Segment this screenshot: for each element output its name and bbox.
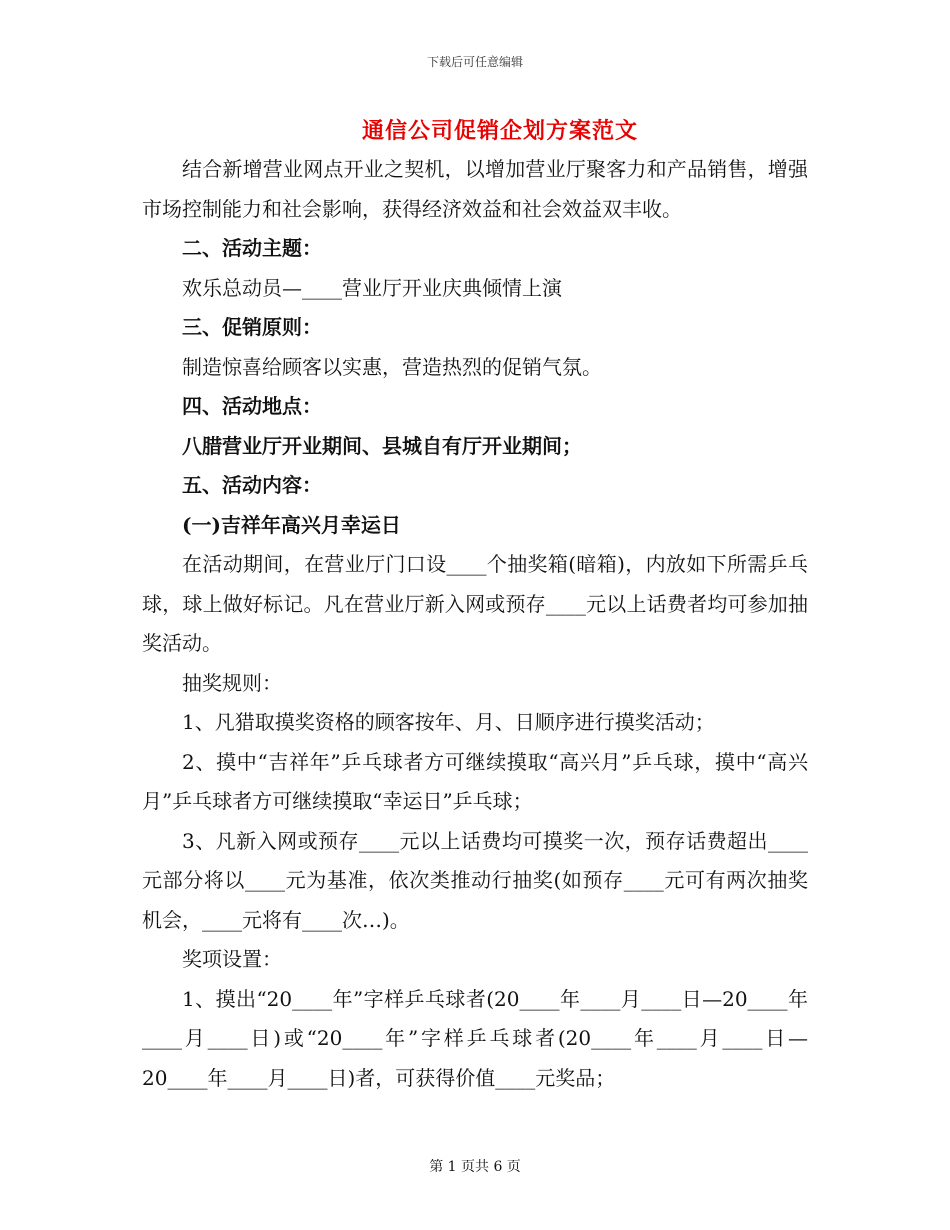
paragraph-lottery-box: 在活动期间，在营业厅门口设____个抽奖箱(暗箱)，内放如下所需乒乓球，球上做好标记。凡在营业厅新入网或预存____元以上话费者均可参加抽奖活动。 bbox=[142, 552, 808, 655]
paragraph-location: 八腊营业厅开业期间、县城自有厅开业期间； bbox=[182, 433, 582, 458]
heading-location: 四、活动地点： bbox=[182, 394, 322, 418]
paragraph-principle: 制造惊喜给顾客以实惠，营造热烈的促销气氛。 bbox=[182, 354, 602, 379]
rule-item-2: 2、摸中“吉祥年”乒乓球者方可继续摸取“高兴月”乒乓球，摸中“高兴月”乒乓球者方可继续摸取“幸运日”乒乓球； bbox=[142, 749, 808, 813]
rule-item-1: 1、凡猎取摸奖资格的顾客按年、月、日顺序进行摸奖活动； bbox=[182, 710, 715, 734]
heading-theme: 二、活动主题： bbox=[182, 236, 322, 260]
subheading-lucky: (一)吉祥年高兴月幸运日 bbox=[182, 512, 401, 537]
paragraph-intro: 结合新增营业网点开业之契机，以增加营业厅聚客力和产品销售，增强市场控制能力和社会影响，获得经济效益和社会效益双丰收。 bbox=[142, 157, 808, 221]
header-note: 下载后可任意编辑 bbox=[426, 55, 523, 69]
document-body bbox=[142, 150, 808, 1098]
rule-item-3: 3、凡新入网或预存____元以上话费均可摸奖一次，预存话费超出____元部分将以____元为基准，依次类推动行抽奖(如预存____元可有两次抽奖机会，____元将有____次…)。 bbox=[142, 828, 808, 932]
label-lottery-rules: 抽奖规则： bbox=[182, 670, 282, 695]
label-prize-settings: 奖项设置： bbox=[182, 947, 282, 971]
prize-item-1: 1、摸出“20____年”字样乒乓球者(20____年____月____日—20____年____月____日)或“20____年”字样乒乓球者(20____年____月____日—20____年____月____日)者，可获得价值____元奖品； bbox=[142, 986, 808, 1090]
heading-content: 五、活动内容： bbox=[182, 473, 322, 497]
paragraph-theme: 欢乐总动员—____营业厅开业庆典倾情上演 bbox=[182, 275, 562, 300]
page-number: 第 1 页共 6 页 bbox=[429, 1159, 521, 1175]
document-title: 通信公司促销企划方案范文 bbox=[361, 118, 638, 144]
heading-principle: 三、促销原则： bbox=[182, 315, 322, 339]
